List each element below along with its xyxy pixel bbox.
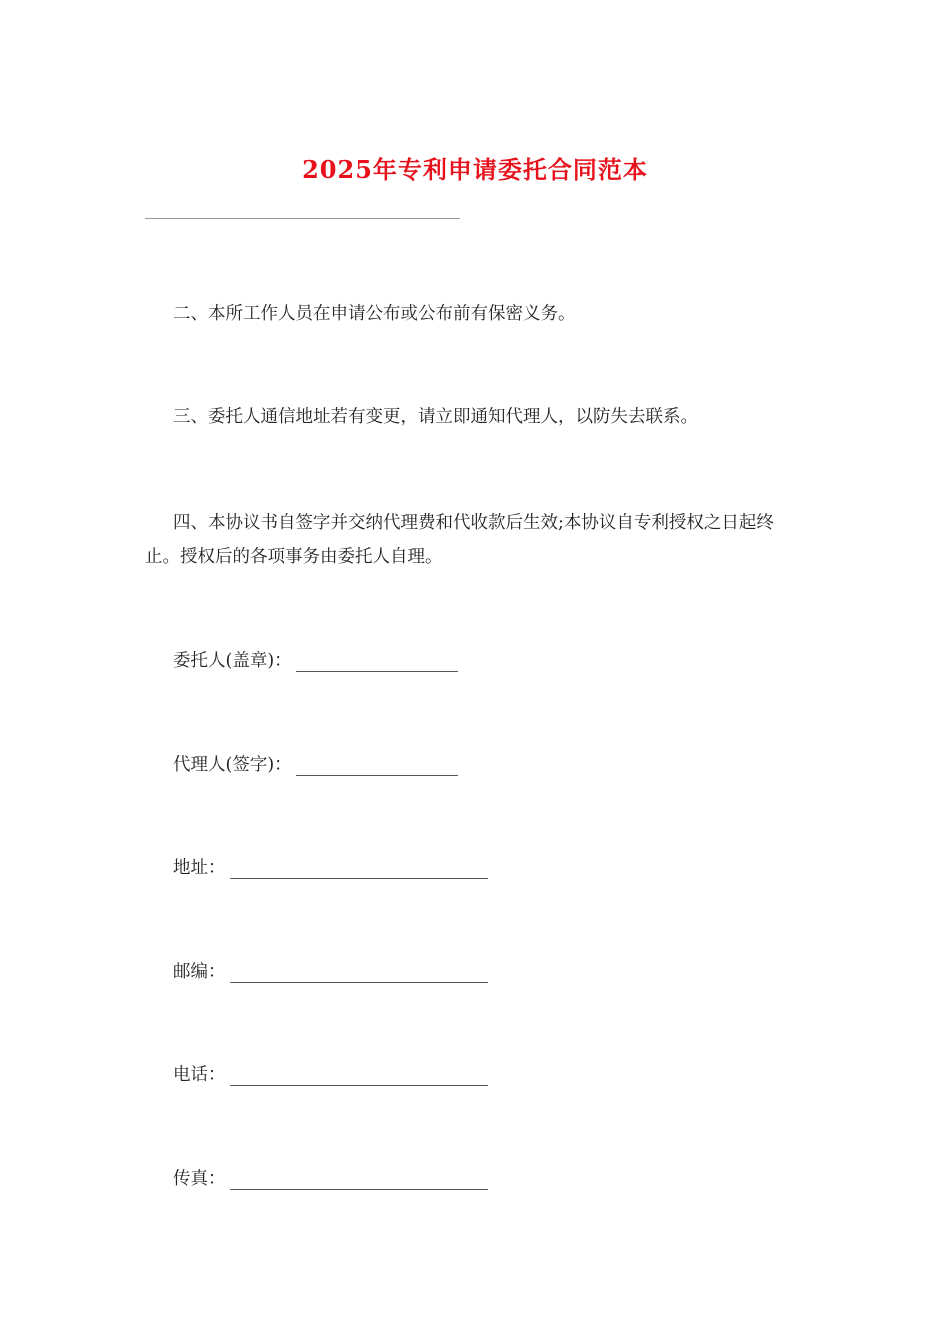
document-title: 2025年专利申请委托合同范本 — [302, 155, 648, 184]
field-label: 邮编： — [173, 962, 226, 982]
phone-blank[interactable] — [230, 1065, 488, 1086]
field-label: 传真： — [173, 1169, 226, 1189]
signature-blank[interactable] — [296, 755, 458, 776]
field-principal-seal — [173, 646, 458, 676]
address-blank[interactable] — [230, 858, 488, 879]
field-agent-signature — [173, 750, 458, 780]
clause-4: 四、本协议书自签字并交纳代理费和代收款后生效;本协议自专利授权之日起终止。授权后的各项事务由委托人自理。 — [145, 513, 774, 567]
title-divider — [145, 218, 460, 219]
signature-blank[interactable] — [296, 651, 458, 672]
field-postcode — [173, 957, 488, 987]
clause-2: 二、本所工作人员在申请公布或公布前有保密义务。 — [173, 304, 576, 324]
field-label: 地址： — [173, 858, 226, 878]
field-address — [173, 853, 488, 883]
field-label: 电话： — [173, 1065, 226, 1085]
fax-blank[interactable] — [230, 1169, 488, 1190]
field-label: 代理人(签字)： — [173, 755, 292, 775]
field-label: 委托人(盖章)： — [173, 651, 292, 671]
field-fax — [173, 1164, 488, 1194]
postcode-blank[interactable] — [230, 962, 488, 983]
field-phone — [173, 1060, 488, 1090]
clause-3: 三、委托人通信地址若有变更，请立即通知代理人，以防失去联系。 — [173, 407, 698, 427]
